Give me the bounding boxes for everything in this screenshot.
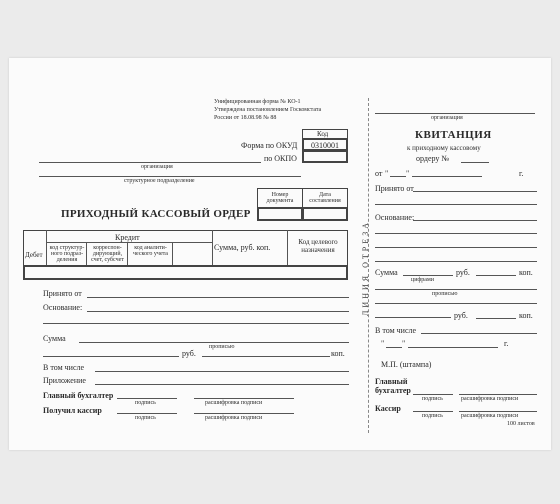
form-title: ПРИХОДНЫЙ КАССОВЫЙ ОРДЕР [61, 208, 251, 220]
receipt-month-line[interactable] [412, 176, 482, 177]
receipt-kop-label-2: коп. [519, 311, 533, 320]
receipt-accepted-from-label: Принято от [375, 184, 414, 193]
receipt-subtitle1: к приходному кассовому [407, 144, 481, 152]
receipt-cashier-signature-line[interactable] [413, 411, 453, 412]
basis-line[interactable] [87, 311, 349, 312]
table-divider [172, 242, 173, 266]
receipt-year-label-2: г. [504, 339, 509, 348]
table-divider [287, 230, 288, 266]
receipt-title: КВИТАНЦИЯ [415, 129, 492, 141]
chief-accountant-label: Главный бухгалтер [43, 391, 114, 400]
table-credit-sub2: корреспондирующий, счет, субсчет [91, 245, 124, 263]
cashier-decoding-line[interactable] [194, 413, 294, 414]
receipt-number-line[interactable] [461, 162, 489, 163]
including-line[interactable] [95, 371, 349, 372]
receipt-including-line[interactable] [421, 333, 537, 334]
receipt-words-line[interactable] [375, 289, 537, 290]
doc-number-label: Номер документа [266, 192, 294, 204]
receipt-chief-decoding-line[interactable] [459, 394, 537, 395]
receipt-cashier-decoding-line[interactable] [459, 411, 537, 412]
sum-line[interactable] [79, 342, 349, 343]
receipt-date2-quote-open: " [381, 339, 385, 348]
okud-label: Форма по ОКУД [241, 141, 298, 150]
receipt-month-line-2[interactable] [408, 347, 498, 348]
accepted-from-line[interactable] [87, 297, 349, 298]
chief-decoding-line[interactable] [194, 398, 294, 399]
rub-label: руб. [182, 349, 196, 358]
receipt-cashier-signature-caption: подпись [422, 413, 443, 419]
receipt-organization-caption: организация [431, 115, 463, 121]
sum-line-3[interactable] [202, 356, 330, 357]
receipt-date2-quote-close: " [402, 339, 406, 348]
receipt-chief-signature-line[interactable] [413, 394, 453, 395]
sum-line-2[interactable] [43, 356, 179, 357]
chief-signature-caption: подпись [135, 400, 156, 406]
table-divider [86, 242, 87, 266]
table-purpose-header: Код целевого назначения [298, 238, 338, 254]
cashier-decoding-caption: расшифровка подписи [205, 415, 263, 421]
table-data-row[interactable] [23, 265, 348, 280]
receipt-chief-decoding-caption: расшифровка подписи [461, 396, 519, 402]
receipt-year-label: г. [519, 169, 524, 178]
form-header-line2: Утверждена постановлением Госкомстата [214, 107, 322, 113]
form-header-line3: России от 18.08.98 № 88 [214, 115, 277, 121]
accepted-from-label: Принято от [43, 289, 82, 298]
doc-date-label: Дата составления [309, 192, 341, 204]
receipt-rub-label-2: руб. [454, 311, 468, 320]
receipt-organization-line[interactable] [375, 113, 535, 114]
basis-line-2[interactable] [43, 323, 349, 324]
receipt-cashier-label: Кассир [375, 404, 401, 413]
organization-line[interactable] [39, 162, 261, 163]
okpo-code-cell[interactable] [302, 150, 348, 163]
receipt-from-label: от [375, 169, 383, 178]
cashier-label: Получил кассир [43, 406, 102, 415]
receipt-figures-caption: цифрами [411, 277, 434, 283]
sum-in-words-caption: прописью [209, 344, 235, 350]
doc-number-field[interactable] [257, 207, 303, 221]
receipt-sum-line[interactable] [403, 275, 453, 276]
receipt-chief-label-1: Главный [375, 377, 408, 386]
receipt-chief-label-2: бухгалтер [375, 386, 411, 395]
table-divider [212, 230, 213, 266]
attachment-line[interactable] [95, 384, 349, 385]
receipt-subtitle2: ордеру № [416, 154, 450, 163]
doc-date-header [302, 188, 348, 208]
receipt-basis-line-2[interactable] [375, 233, 537, 234]
code-label: Код [317, 130, 329, 138]
receipt-accepted-from-line-2[interactable] [375, 204, 537, 205]
organization-caption: организация [141, 164, 173, 170]
receipt-basis-line-4[interactable] [375, 261, 537, 262]
receipt-kop-label: коп. [519, 268, 533, 277]
okpo-label: по ОКПО [264, 154, 297, 163]
receipt-kop-line[interactable] [476, 318, 516, 319]
table-divider [127, 242, 128, 266]
kop-label: коп. [331, 349, 345, 358]
cashier-signature-line[interactable] [117, 413, 177, 414]
cashier-signature-caption: подпись [135, 415, 156, 421]
sum-label: Сумма [43, 334, 66, 343]
table-divider [46, 242, 212, 243]
receipt-basis-line-3[interactable] [375, 247, 537, 248]
receipt-words-line-2[interactable] [375, 303, 537, 304]
attachment-label: Приложение [43, 376, 86, 385]
department-line[interactable] [39, 176, 301, 177]
table-debit-header: Дебет [25, 251, 43, 259]
receipt-date-quote-open: " [385, 169, 389, 178]
receipt-words-line-3[interactable] [375, 317, 451, 318]
basis-label: Основание: [43, 303, 83, 312]
chief-signature-line[interactable] [117, 398, 177, 399]
receipt-day-line-2[interactable] [386, 347, 402, 348]
receipt-rub-label: руб. [456, 268, 470, 277]
okud-code: 0310001 [311, 141, 339, 150]
including-label: В том числе [43, 363, 85, 372]
form-sheet [9, 58, 551, 450]
table-credit-sub1: код структурного подразделения [49, 245, 85, 263]
doc-date-field[interactable] [302, 207, 348, 221]
form-header-line1: Унифицированная форма № КО-1 [214, 99, 301, 105]
receipt-in-words-caption: прописью [432, 291, 458, 297]
receipt-basis-label: Основание: [375, 213, 415, 222]
table-divider [46, 230, 47, 266]
table-credit-header: Кредит [115, 233, 140, 242]
chief-decoding-caption: расшифровка подписи [205, 400, 263, 406]
receipt-including-label: В том числе [375, 326, 417, 335]
receipt-date-quote-close: " [406, 169, 410, 178]
receipt-stamp-label: М.П. (штампа) [381, 360, 432, 369]
receipt-basis-line[interactable] [413, 220, 537, 221]
cut-line-label: ЛИНИЯ ОТРЕЗА [361, 220, 370, 316]
receipt-accepted-from-line[interactable] [413, 191, 537, 192]
table-credit-sub3: код аналитического учета [133, 245, 168, 257]
department-caption: структурное подразделение [124, 178, 195, 184]
table-sum-header: Сумма, руб. коп. [214, 243, 271, 252]
receipt-chief-signature-caption: подпись [422, 396, 443, 402]
doc-number-header [257, 188, 303, 208]
sheet-count: 100 листов [507, 421, 535, 427]
receipt-sum-line-2[interactable] [476, 275, 516, 276]
receipt-day-line[interactable] [390, 176, 406, 177]
receipt-cashier-decoding-caption: расшифровка подписи [461, 413, 519, 419]
receipt-sum-label: Сумма [375, 268, 398, 277]
